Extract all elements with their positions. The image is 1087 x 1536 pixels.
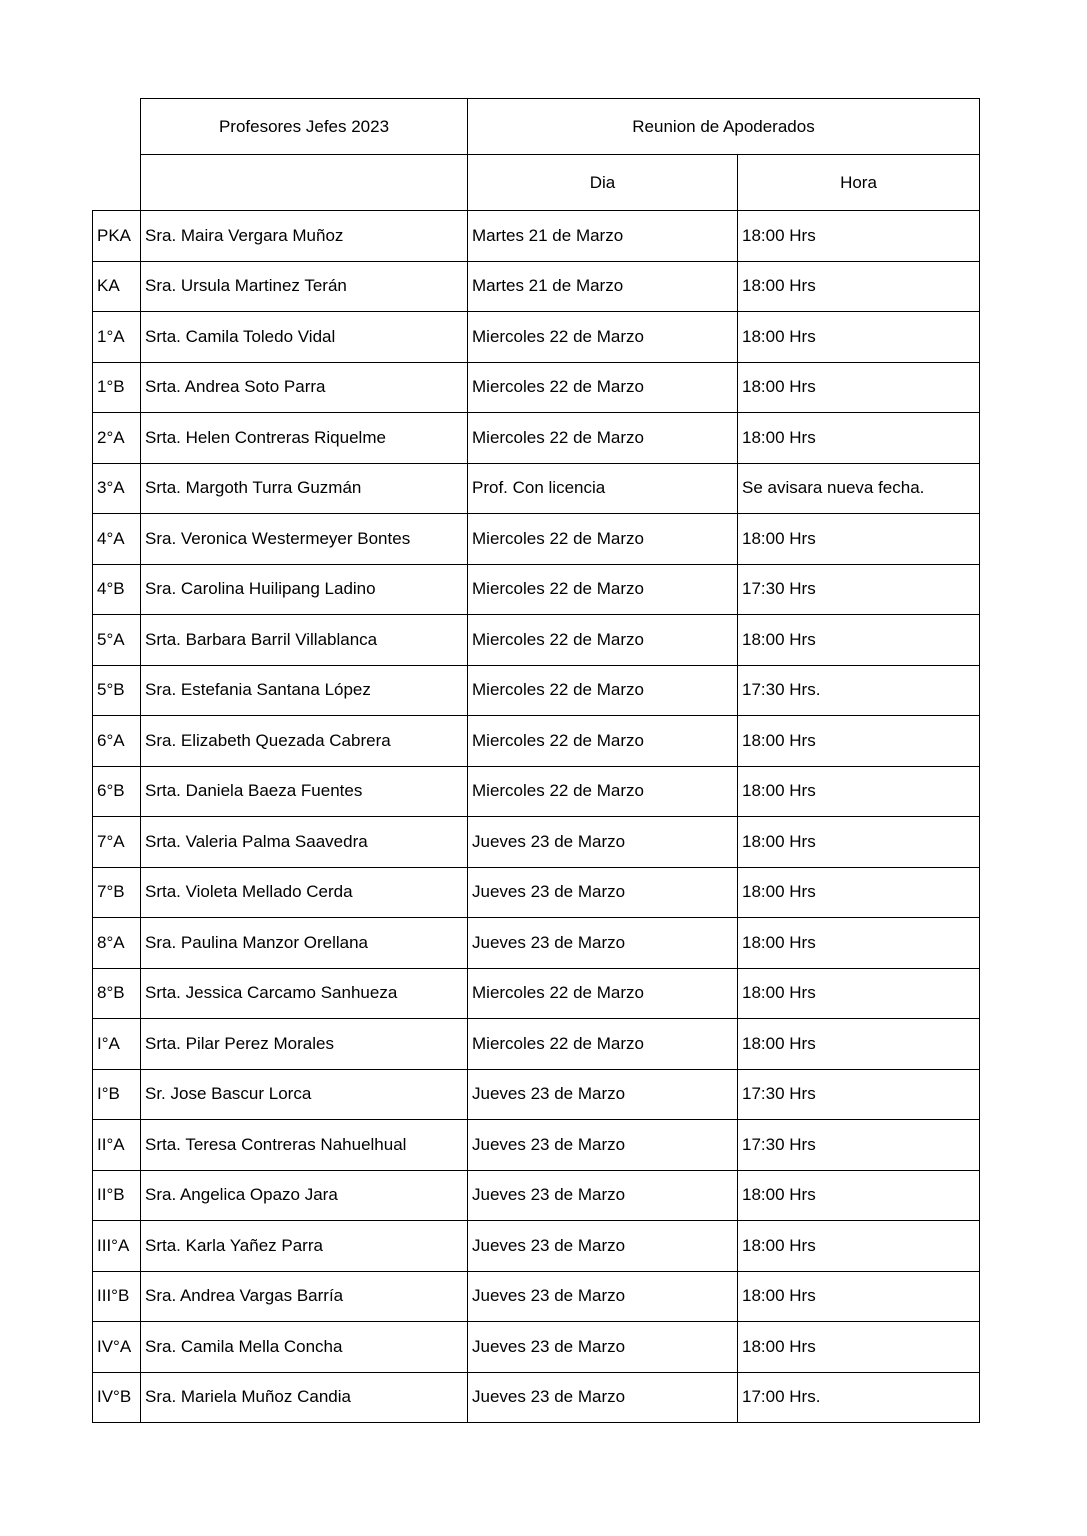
teacher-cell: Sra. Mariela Muñoz Candia xyxy=(141,1372,468,1423)
table-row xyxy=(93,564,980,615)
table-row xyxy=(93,867,980,918)
day-cell: Jueves 23 de Marzo xyxy=(468,1372,738,1423)
day-cell: Miercoles 22 de Marzo xyxy=(468,514,738,565)
teacher-cell: Srta. Pilar Perez Morales xyxy=(141,1019,468,1070)
course-cell: I°B xyxy=(93,1069,141,1120)
teacher-cell: Sra. Elizabeth Quezada Cabrera xyxy=(141,716,468,767)
hour-cell: 18:00 Hrs xyxy=(738,1322,980,1373)
teacher-cell: Sra. Paulina Manzor Orellana xyxy=(141,918,468,969)
teacher-cell: Sra. Estefania Santana López xyxy=(141,665,468,716)
day-cell: Jueves 23 de Marzo xyxy=(468,867,738,918)
hour-cell: 18:00 Hrs xyxy=(738,211,980,262)
hour-cell: 18:00 Hrs xyxy=(738,312,980,363)
course-cell: PKA xyxy=(93,211,141,262)
course-cell: 2°A xyxy=(93,413,141,464)
day-cell: Jueves 23 de Marzo xyxy=(468,1271,738,1322)
table-row xyxy=(93,211,980,262)
day-cell: Jueves 23 de Marzo xyxy=(468,1322,738,1373)
course-cell: 5°A xyxy=(93,615,141,666)
table-row xyxy=(93,261,980,312)
table-row xyxy=(93,615,980,666)
teacher-cell: Srta. Daniela Baeza Fuentes xyxy=(141,766,468,817)
hour-cell: 18:00 Hrs xyxy=(738,867,980,918)
table-row xyxy=(93,665,980,716)
hour-cell: Se avisara nueva fecha. xyxy=(738,463,980,514)
hour-cell: 18:00 Hrs xyxy=(738,918,980,969)
hour-cell: 18:00 Hrs xyxy=(738,1019,980,1070)
course-cell: 1°A xyxy=(93,312,141,363)
day-cell: Jueves 23 de Marzo xyxy=(468,817,738,868)
course-cell: 4°A xyxy=(93,514,141,565)
table-row xyxy=(93,716,980,767)
table-row xyxy=(93,413,980,464)
table-row xyxy=(93,817,980,868)
header-row-columns xyxy=(93,155,980,211)
day-cell: Miercoles 22 de Marzo xyxy=(468,716,738,767)
blank-corner-cell xyxy=(93,99,141,211)
table-row xyxy=(93,514,980,565)
course-cell: 6°A xyxy=(93,716,141,767)
course-cell: II°B xyxy=(93,1170,141,1221)
table-row xyxy=(93,968,980,1019)
teacher-cell: Sra. Angelica Opazo Jara xyxy=(141,1170,468,1221)
hour-cell: 17:00 Hrs. xyxy=(738,1372,980,1423)
header-row-titles xyxy=(93,99,980,155)
hour-cell: 17:30 Hrs xyxy=(738,1069,980,1120)
teacher-cell: Sra. Veronica Westermeyer Bontes xyxy=(141,514,468,565)
table-row xyxy=(93,463,980,514)
course-cell: III°A xyxy=(93,1221,141,1272)
course-cell: IV°B xyxy=(93,1372,141,1423)
day-cell: Miercoles 22 de Marzo xyxy=(468,362,738,413)
table-row xyxy=(93,1322,980,1373)
hour-cell: 18:00 Hrs xyxy=(738,766,980,817)
course-cell: KA xyxy=(93,261,141,312)
teacher-cell: Srta. Camila Toledo Vidal xyxy=(141,312,468,363)
teachers-title: Profesores Jefes 2023 xyxy=(141,99,468,155)
day-cell: Jueves 23 de Marzo xyxy=(468,1170,738,1221)
course-cell: 1°B xyxy=(93,362,141,413)
table-row xyxy=(93,1221,980,1272)
course-cell: IV°A xyxy=(93,1322,141,1373)
day-cell: Martes 21 de Marzo xyxy=(468,261,738,312)
teacher-cell: Srta. Karla Yañez Parra xyxy=(141,1221,468,1272)
hour-column-header: Hora xyxy=(738,155,980,211)
hour-cell: 18:00 Hrs xyxy=(738,968,980,1019)
course-cell: 4°B xyxy=(93,564,141,615)
course-cell: II°A xyxy=(93,1120,141,1171)
meeting-schedule-table xyxy=(92,98,980,1423)
table-row xyxy=(93,312,980,363)
day-cell: Miercoles 22 de Marzo xyxy=(468,413,738,464)
day-cell: Miercoles 22 de Marzo xyxy=(468,564,738,615)
course-cell: 3°A xyxy=(93,463,141,514)
teacher-cell: Srta. Margoth Turra Guzmán xyxy=(141,463,468,514)
course-cell: 7°A xyxy=(93,817,141,868)
teacher-cell: Srta. Teresa Contreras Nahuelhual xyxy=(141,1120,468,1171)
table-body xyxy=(93,99,980,1423)
hour-cell: 18:00 Hrs xyxy=(738,514,980,565)
teacher-cell: Sr. Jose Bascur Lorca xyxy=(141,1069,468,1120)
meeting-title: Reunion de Apoderados xyxy=(468,99,980,155)
hour-cell: 18:00 Hrs xyxy=(738,1221,980,1272)
table-row xyxy=(93,362,980,413)
day-cell: Miercoles 22 de Marzo xyxy=(468,312,738,363)
table-row xyxy=(93,1271,980,1322)
table-row xyxy=(93,1120,980,1171)
hour-cell: 17:30 Hrs xyxy=(738,1120,980,1171)
day-cell: Miercoles 22 de Marzo xyxy=(468,615,738,666)
hour-cell: 18:00 Hrs xyxy=(738,261,980,312)
day-cell: Miercoles 22 de Marzo xyxy=(468,968,738,1019)
hour-cell: 18:00 Hrs xyxy=(738,716,980,767)
teacher-cell: Srta. Helen Contreras Riquelme xyxy=(141,413,468,464)
course-cell: 7°B xyxy=(93,867,141,918)
course-cell: I°A xyxy=(93,1019,141,1070)
hour-cell: 18:00 Hrs xyxy=(738,615,980,666)
table-row xyxy=(93,918,980,969)
day-cell: Martes 21 de Marzo xyxy=(468,211,738,262)
day-cell: Prof. Con licencia xyxy=(468,463,738,514)
hour-cell: 18:00 Hrs xyxy=(738,1170,980,1221)
teacher-cell: Srta. Violeta Mellado Cerda xyxy=(141,867,468,918)
day-cell: Miercoles 22 de Marzo xyxy=(468,665,738,716)
hour-cell: 18:00 Hrs xyxy=(738,413,980,464)
table-row xyxy=(93,1372,980,1423)
hour-cell: 18:00 Hrs xyxy=(738,1271,980,1322)
teacher-cell: Srta. Andrea Soto Parra xyxy=(141,362,468,413)
day-cell: Jueves 23 de Marzo xyxy=(468,1120,738,1171)
teacher-cell: Srta. Valeria Palma Saavedra xyxy=(141,817,468,868)
hour-cell: 18:00 Hrs xyxy=(738,817,980,868)
day-cell: Miercoles 22 de Marzo xyxy=(468,1019,738,1070)
course-cell: III°B xyxy=(93,1271,141,1322)
teacher-cell: Srta. Barbara Barril Villablanca xyxy=(141,615,468,666)
table-row xyxy=(93,766,980,817)
day-cell: Jueves 23 de Marzo xyxy=(468,918,738,969)
hour-cell: 17:30 Hrs. xyxy=(738,665,980,716)
day-cell: Miercoles 22 de Marzo xyxy=(468,766,738,817)
course-cell: 8°A xyxy=(93,918,141,969)
hour-cell: 17:30 Hrs xyxy=(738,564,980,615)
day-column-header: Dia xyxy=(468,155,738,211)
day-cell: Jueves 23 de Marzo xyxy=(468,1069,738,1120)
course-cell: 5°B xyxy=(93,665,141,716)
teacher-subheader-empty xyxy=(141,155,468,211)
table-row xyxy=(93,1019,980,1070)
hour-cell: 18:00 Hrs xyxy=(738,362,980,413)
teacher-cell: Sra. Maira Vergara Muñoz xyxy=(141,211,468,262)
course-cell: 6°B xyxy=(93,766,141,817)
teacher-cell: Sra. Carolina Huilipang Ladino xyxy=(141,564,468,615)
table-row xyxy=(93,1170,980,1221)
teacher-cell: Srta. Jessica Carcamo Sanhueza xyxy=(141,968,468,1019)
course-cell: 8°B xyxy=(93,968,141,1019)
teacher-cell: Sra. Ursula Martinez Terán xyxy=(141,261,468,312)
teacher-cell: Sra. Camila Mella Concha xyxy=(141,1322,468,1373)
teacher-cell: Sra. Andrea Vargas Barría xyxy=(141,1271,468,1322)
table-row xyxy=(93,1069,980,1120)
day-cell: Jueves 23 de Marzo xyxy=(468,1221,738,1272)
